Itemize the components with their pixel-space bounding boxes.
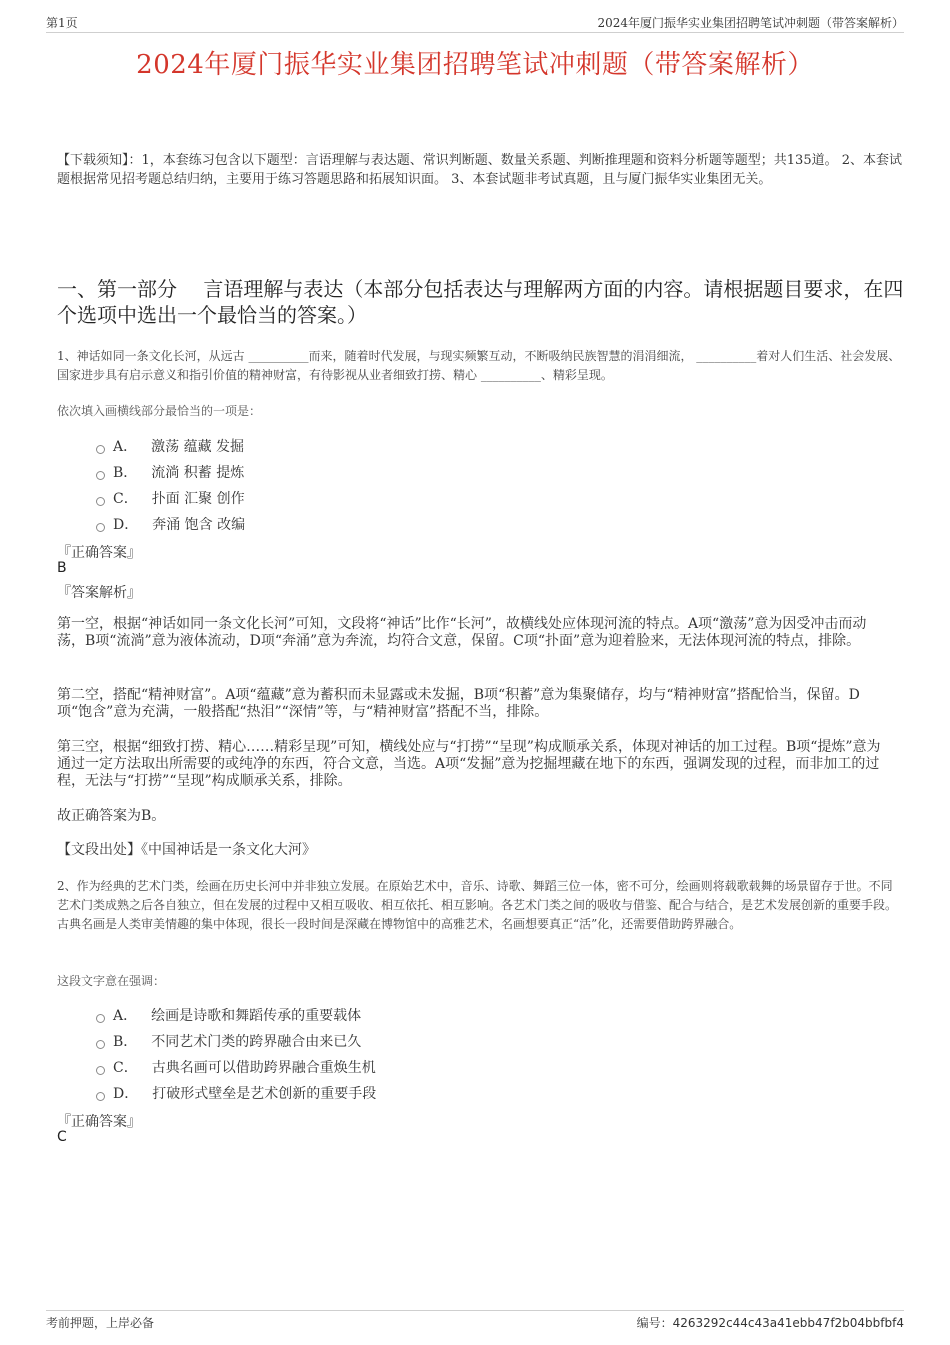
question-2-text: 2、作为经典的艺术门类，绘画在历史长河中并非独立发展。在原始艺术中，音乐、诗歌、舞蹈三位一体，密不可分，绘画则将载歌载舞的场景留存于世。不同艺术门类成熟之后各自独立，但在发展的过程中又相互吸收、相互依托、相互影响。各艺术门类之间的吸收与借鉴、配合与结合，是艺术发展创新的重要手段。古典名画是人类审美情趣的集中体现，很长一段时间是深藏在博物馆中的高雅艺术，名画想要真正“活”化，还需要借助跨界融合。 [57,879,898,931]
option-a[interactable] [96,1002,376,1028]
radio-icon[interactable] [96,1092,105,1101]
radio-icon[interactable] [96,523,105,532]
option-d[interactable] [96,1080,376,1106]
footer-code-label: 编号： [636,1316,673,1330]
option-letter: C． [113,491,138,507]
footer-code-value: 4263292c44c43a41ebb47f2b04bbfbf4 [672,1316,904,1330]
download-notice: 【下载须知】：1，本套练习包含以下题型：言语理解与表达题、常识判断题、数量关系题、判断推理题和资料分析题等题型；共135道。 2、本套试题根据常见招考题总结归纳，主要用于练习答题思路和拓展知识面。 3、本套试题非考试真题，且与厦门振华实业集团无关。 [57,153,902,187]
option-letter: A． [113,1008,138,1024]
question-1-text: 1、神话如同一条文化长河，从远古 __________而来，随着时代发展，与现实频繁互动，不断吸纳民族智慧的涓涓细流， __________着对人们生活、社会发展、国家进步具有启示意义和指引价值的精神财富，有待影视从业者细致打捞、精心 __________、精彩呈现。 [57,349,901,382]
option-b[interactable] [96,459,245,485]
option-c[interactable] [96,485,245,511]
option-text: 激荡 蕴藏 发掘 [151,439,245,455]
option-text: 不同艺术门类的跨界融合由来已久 [151,1034,362,1050]
radio-icon[interactable] [96,497,105,506]
option-text: 流淌 积蓄 提炼 [151,465,245,481]
footer-slogan: 考前押题，上岸必备 [46,1316,155,1330]
analysis-conclusion: 故正确答案为B。 [57,808,166,824]
option-letter: D． [113,1086,139,1102]
radio-icon[interactable] [96,471,105,480]
analysis-label: 『答案解析』 [57,585,141,601]
radio-icon[interactable] [96,1040,105,1049]
source-citation: 【文段出处】《中国神话是一条文化大河》 [57,842,316,858]
analysis-paragraph-2: 第二空，搭配“精神财富”。A项“蕴藏”意为蓄积而未显露或未发掘，B项“积蓄”意为集聚储存，均与“精神财富”搭配恰当，保留。D项“饱含”意为充满，一般搭配“热泪”“深情”等，与“精神财富”搭配不当，排除。 [57,687,860,720]
header-divider [46,32,904,33]
page-title: 2024年厦门振华实业集团招聘笔试冲刺题（带答案解析） [136,50,814,80]
option-d[interactable] [96,511,245,537]
option-text: 扑面 汇聚 创作 [151,491,245,507]
option-letter: B． [113,1034,138,1050]
option-letter: D． [113,517,139,533]
answer-value: B [57,560,67,576]
radio-icon[interactable] [96,445,105,454]
answer-label: 『正确答案』 [57,545,141,561]
question-1-prompt: 依次填入画横线部分最恰当的一项是： [57,404,262,418]
option-a[interactable] [96,433,245,459]
option-letter: A． [113,439,138,455]
footer-divider [46,1310,904,1311]
option-text: 绘画是诗歌和舞蹈传承的重要载体 [151,1008,362,1024]
analysis-paragraph-3: 第三空，根据“细致打捞、精心……精彩呈现”可知，横线处应与“打捞”“呈现”构成顺承关系，体现对神话的加工过程。B项“提炼”意为通过一定方法取出所需要的或纯净的东西，符合文意，当选。A项“发掘”意为挖掘埋藏在地下的东西，强调发现的过程，而非加工的过程，无法与“打捞”“呈现”构成顺承关系，排除。 [57,739,881,789]
option-letter: B． [113,465,138,481]
radio-icon[interactable] [96,1014,105,1023]
analysis-paragraph-1: 第一空，根据“神话如同一条文化长河”可知，文段将“神话”比作“长河”，故横线处应体现河流的特点。A项“激荡”意为因受冲击而动荡，B项“流淌”意为液体流动，D项“奔涌”意为奔流，均符合文意，保留。C项“扑面”意为迎着脸来，无法体现河流的特点，排除。 [57,616,867,649]
option-b[interactable] [96,1028,376,1054]
header-doc-title: 2024年厦门振华实业集团招聘笔试冲刺题（带答案解析） [597,16,904,30]
radio-icon[interactable] [96,1066,105,1075]
answer-value: C [57,1129,67,1145]
question-2-options [96,1002,376,1106]
option-text: 打破形式壁垒是艺术创新的重要手段 [152,1086,377,1102]
footer-code [637,1314,904,1331]
option-letter: C． [113,1060,138,1076]
option-text: 古典名画可以借助跨界融合重焕生机 [151,1060,376,1076]
option-text: 奔涌 饱含 改编 [152,517,246,533]
section-title: 一、第一部分 言语理解与表达（本部分包括表达与理解两方面的内容。请根据题目要求，在四个选项中选出一个最恰当的答案。） [57,277,904,327]
answer-label: 『正确答案』 [57,1114,141,1130]
page-number: 第1页 [46,16,78,30]
option-c[interactable] [96,1054,376,1080]
question-2-prompt: 这段文字意在强调： [57,974,166,988]
question-1-options [96,433,245,537]
